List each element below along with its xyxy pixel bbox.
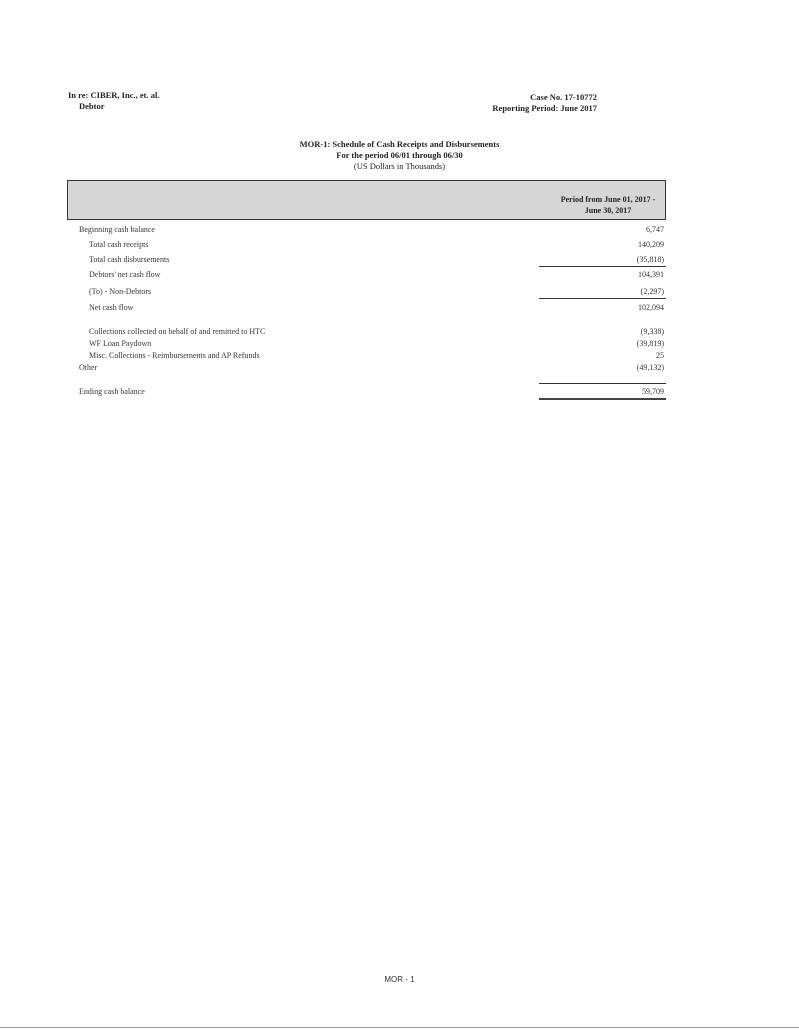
table-row: [67, 302, 664, 314]
debtor-name: In re: CIBER, Inc., et. al.: [68, 90, 160, 100]
page-bottom-edge: [0, 1027, 799, 1028]
table-row: [67, 286, 664, 298]
row-label: Total cash disbursements: [89, 255, 170, 264]
double-total-rule: [539, 398, 666, 400]
row-label: Net cash flow: [89, 303, 134, 312]
table-row: [67, 350, 664, 362]
case-header: [470, 92, 597, 114]
total-rule: [539, 383, 666, 384]
page-footer: MOR - 1: [384, 975, 415, 984]
row-value: 59,709: [642, 387, 664, 396]
row-label: Collections collected on behalf of and remitted to HTC: [89, 327, 266, 336]
table-row: [67, 239, 664, 251]
table-row: [67, 326, 664, 338]
debtor-header: [68, 90, 159, 112]
row-label: Misc. Collections - Reimbursements and AP Refunds: [89, 351, 260, 360]
schedule-titles: [0, 139, 799, 172]
debtor-label: Debtor: [79, 101, 105, 111]
row-label: Debtors' net cash flow: [89, 270, 161, 279]
subtotal-rule: [539, 266, 666, 267]
table-row: [67, 362, 664, 374]
row-value: (39,819): [636, 339, 664, 348]
period-column-header: Period from June 01, 2017 - June 30, 2017: [560, 195, 656, 215]
row-value: (35,818): [636, 255, 664, 264]
row-value: (2,297): [640, 287, 664, 296]
table-row: [67, 254, 664, 266]
row-value: (9,338): [640, 327, 664, 336]
table-header: [67, 180, 666, 220]
row-label: (To) - Non-Debtors: [89, 287, 152, 296]
row-value: 102,094: [638, 303, 664, 312]
schedule-units: (US Dollars in Thousands): [353, 161, 446, 171]
row-label: Total cash receipts: [89, 240, 149, 249]
table-row: [67, 269, 664, 281]
table-row: [67, 386, 664, 398]
row-value: (49,132): [636, 363, 664, 372]
table-row: [67, 224, 664, 236]
row-label: Ending cash balance: [79, 387, 145, 396]
row-value: 6,747: [646, 225, 664, 234]
row-value: 104,391: [638, 270, 664, 279]
row-value: 140,209: [638, 240, 664, 249]
table-row: [67, 338, 664, 350]
reporting-period: Reporting Period: June 2017: [492, 103, 597, 113]
schedule-period: For the period 06/01 through 06/30: [336, 150, 463, 160]
schedule-title: MOR-1: Schedule of Cash Receipts and Disbursements: [299, 139, 500, 149]
case-number: Case No. 17-10772: [530, 92, 597, 102]
row-value: 25: [656, 351, 664, 360]
row-label: WF Loan Paydown: [89, 339, 152, 348]
row-label: Other: [79, 363, 98, 372]
subtotal-rule: [539, 298, 666, 299]
row-label: Beginning cash balance: [79, 225, 155, 234]
